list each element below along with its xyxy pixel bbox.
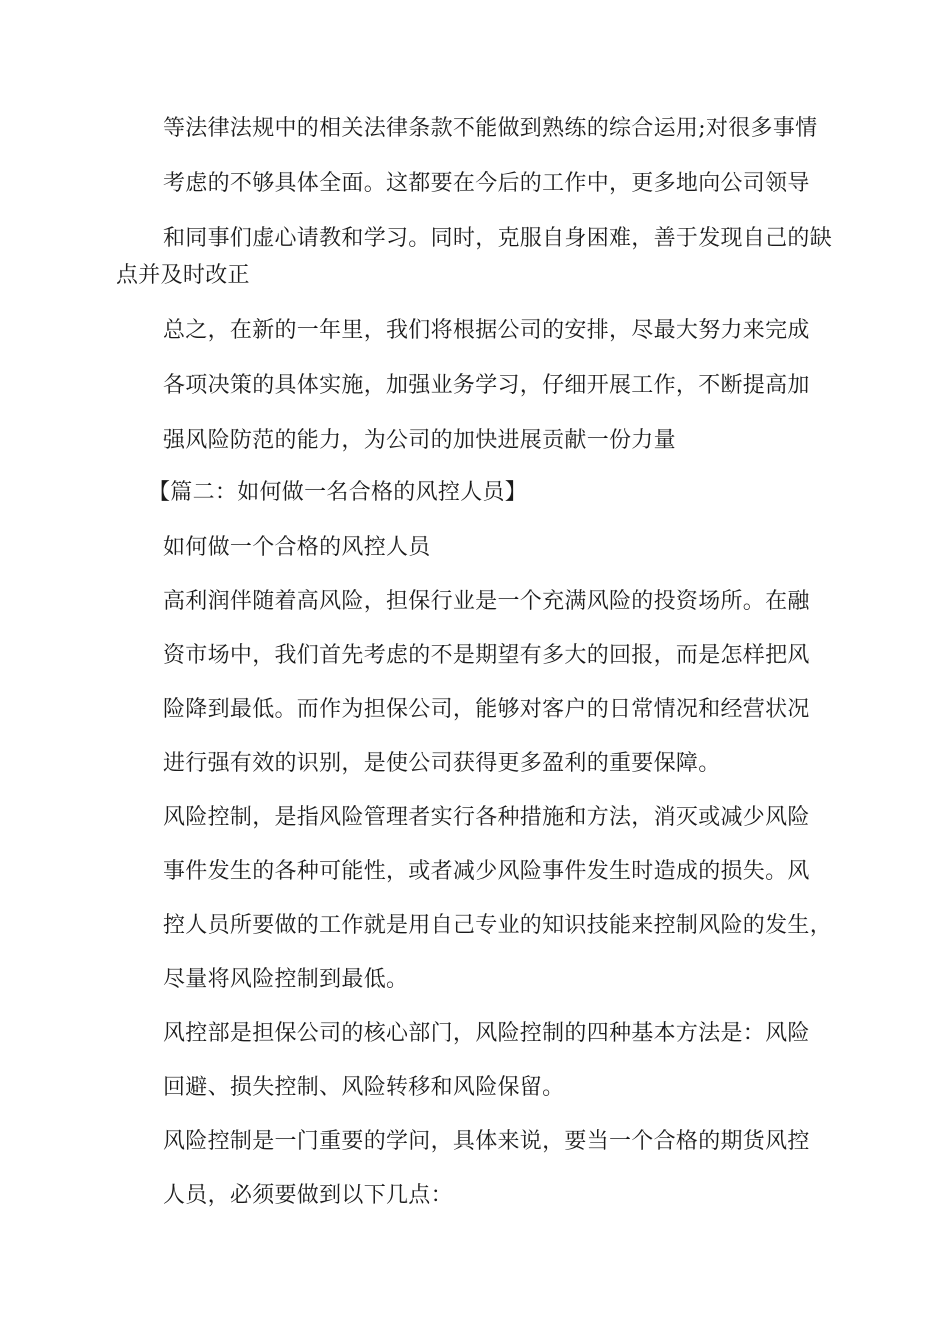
- text-line: 和同事们虚心请教和学习。同时，克服自身困难，善于发现自己的缺: [163, 226, 833, 251]
- text-line: 等法律法规中的相关法律条款不能做到熟练的综合运用;对很多事情: [163, 116, 818, 141]
- text-line: 风险控制是一门重要的学问，具体来说，要当一个合格的期货风控: [163, 1129, 810, 1154]
- text-line: 进行强有效的识别，是使公司获得更多盈利的重要保障。: [163, 751, 721, 776]
- text-line: 尽量将风险控制到最低。: [163, 967, 409, 992]
- text-line: 总之，在新的一年里，我们将根据公司的安排，尽最大努力来完成: [163, 318, 810, 343]
- section-title: 如何做一个合格的风控人员: [163, 535, 431, 560]
- text-line: 风控部是担保公司的核心部门，风险控制的四种基本方法是：风险: [163, 1021, 810, 1046]
- text-line: 点并及时改正: [116, 263, 250, 288]
- text-line: 人员，必须要做到以下几点：: [163, 1183, 453, 1208]
- text-line: 风险控制，是指风险管理者实行各种措施和方法，消灭或减少风险: [163, 805, 810, 830]
- text-line: 资市场中，我们首先考虑的不是期望有多大的回报，而是怎样把风: [163, 643, 810, 668]
- text-line: 考虑的不够具体全面。这都要在今后的工作中，更多地向公司领导: [163, 171, 810, 196]
- text-line: 事件发生的各种可能性，或者减少风险事件发生时造成的损失。风: [163, 859, 810, 884]
- text-line: 险降到最低。而作为担保公司，能够对客户的日常情况和经营状况: [163, 697, 810, 722]
- text-line: 控人员所要做的工作就是用自己专业的知识技能来控制风险的发生，: [163, 913, 833, 938]
- text-line: 强风险防范的能力，为公司的加快进展贡献一份力量: [163, 428, 676, 453]
- section-heading: 【篇二：如何做一名合格的风控人员】: [148, 480, 528, 505]
- text-line: 各项决策的具体实施，加强业务学习，仔细开展工作，不断提高加: [163, 373, 810, 398]
- text-line: 高利润伴随着高风险，担保行业是一个充满风险的投资场所。在融: [163, 589, 810, 614]
- text-line: 回避、损失控制、风险转移和风险保留。: [163, 1075, 565, 1100]
